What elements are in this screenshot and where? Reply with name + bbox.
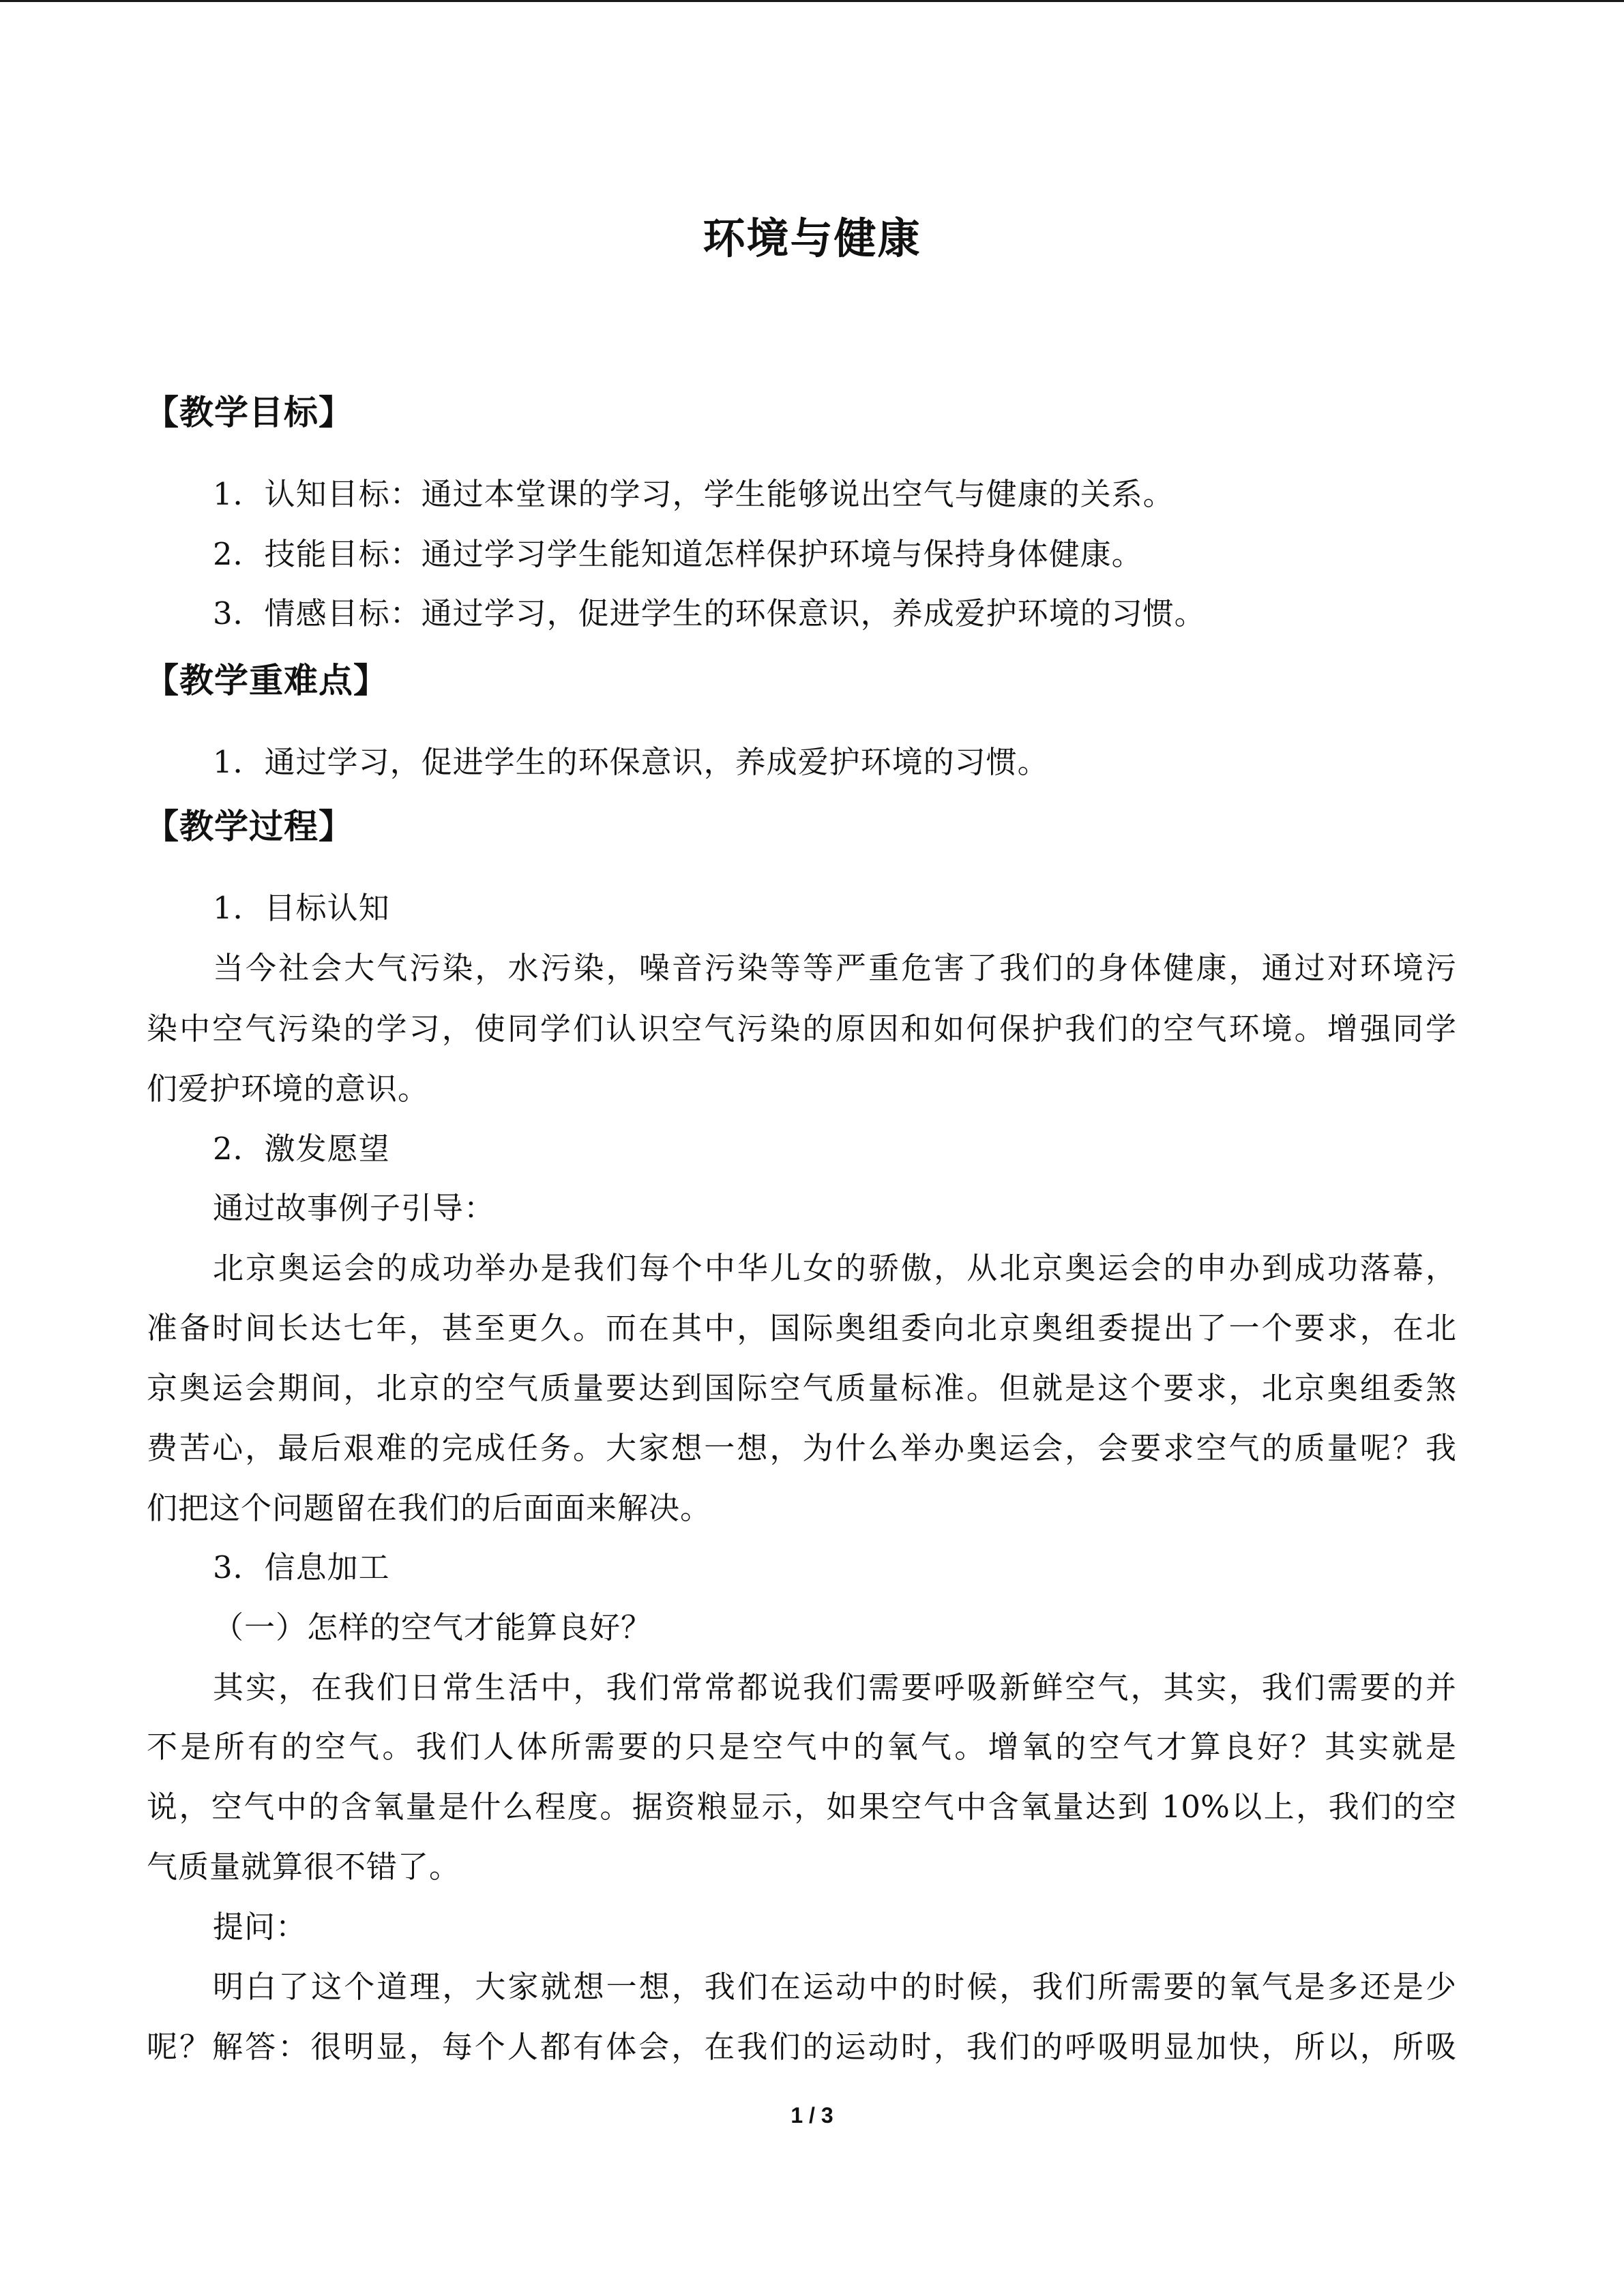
paragraph-line: 北京奥运会的成功举办是我们每个中华儿女的骄傲，从北京奥运会的申办到成功落幕， [213, 1250, 1456, 1286]
paragraph-line: 费苦心，最后艰难的完成任务。大家想一想，为什么举办奥运会，会要求空气的质量呢？我 [147, 1430, 1456, 1466]
paragraph-line: 京奥运会期间，北京的空气质量要达到国际空气质量标准。但就是这个要求，北京奥组委煞 [147, 1370, 1456, 1406]
section-heading-key-points: 【教学重难点】 [145, 661, 388, 700]
step-title: 1．目标认知 [213, 890, 390, 926]
paragraph-line: 呢？解答：很明显，每个人都有体会，在我们的运动时，我们的呼吸明显加快，所以，所吸 [147, 2029, 1456, 2065]
page-title: 环境与健康 [703, 213, 921, 263]
paragraph-line: 染中空气污染的学习，使同学们认识空气污染的原因和如何保护我们的空气环境。增强同学 [147, 1011, 1456, 1047]
paragraph-line: 不是所有的空气。我们人体所需要的只是空气中的氧气。增氧的空气才算良好？其实就是 [147, 1729, 1456, 1765]
paragraph-line: 其实，在我们日常生活中，我们常常都说我们需要呼吸新鲜空气，其实，我们需要的并 [213, 1669, 1456, 1705]
objective-item: 3．情感目标：通过学习，促进学生的环保意识，养成爱护环境的习惯。 [213, 595, 1206, 631]
section-heading-objectives: 【教学目标】 [145, 393, 353, 432]
paragraph-line: 准备时间长达七年，甚至更久。而在其中，国际奥组委向北京奥组委提出了一个要求，在北 [147, 1310, 1456, 1346]
question-label: 提问： [213, 1909, 308, 1945]
top-border-line [0, 0, 1624, 2]
paragraph-line: 气质量就算很不错了。 [147, 1849, 461, 1885]
section-heading-process: 【教学过程】 [145, 807, 353, 846]
page-number: 1 / 3 [791, 2103, 833, 2128]
step-title: 3．信息加工 [213, 1549, 390, 1585]
paragraph-line: 们把这个问题留在我们的后面面来解决。 [147, 1490, 712, 1526]
paragraph-line: 通过故事例子引导： [213, 1190, 496, 1226]
paragraph-line: 说，空气中的含氧量是什么程度。据资粮显示，如果空气中含氧量达到 10%以上，我们的空 [147, 1789, 1456, 1825]
objective-item: 1．认知目标：通过本堂课的学习，学生能够说出空气与健康的关系。 [213, 476, 1175, 512]
paragraph-line: 明白了这个道理，大家就想一想，我们在运动中的时候，我们所需要的氧气是多还是少 [213, 1969, 1456, 2005]
key-point-item: 1．通过学习，促进学生的环保意识，养成爱护环境的习惯。 [213, 744, 1049, 780]
paragraph-line: 们爱护环境的意识。 [147, 1071, 430, 1107]
step-title: 2．激发愿望 [213, 1131, 390, 1167]
paragraph-line: 当今社会大气污染，水污染，噪音污染等等严重危害了我们的身体健康，通过对环境污 [213, 950, 1456, 986]
objective-item: 2．技能目标：通过学习学生能知道怎样保护环境与保持身体健康。 [213, 536, 1143, 572]
sub-heading: （一）怎样的空气才能算良好？ [213, 1609, 653, 1645]
